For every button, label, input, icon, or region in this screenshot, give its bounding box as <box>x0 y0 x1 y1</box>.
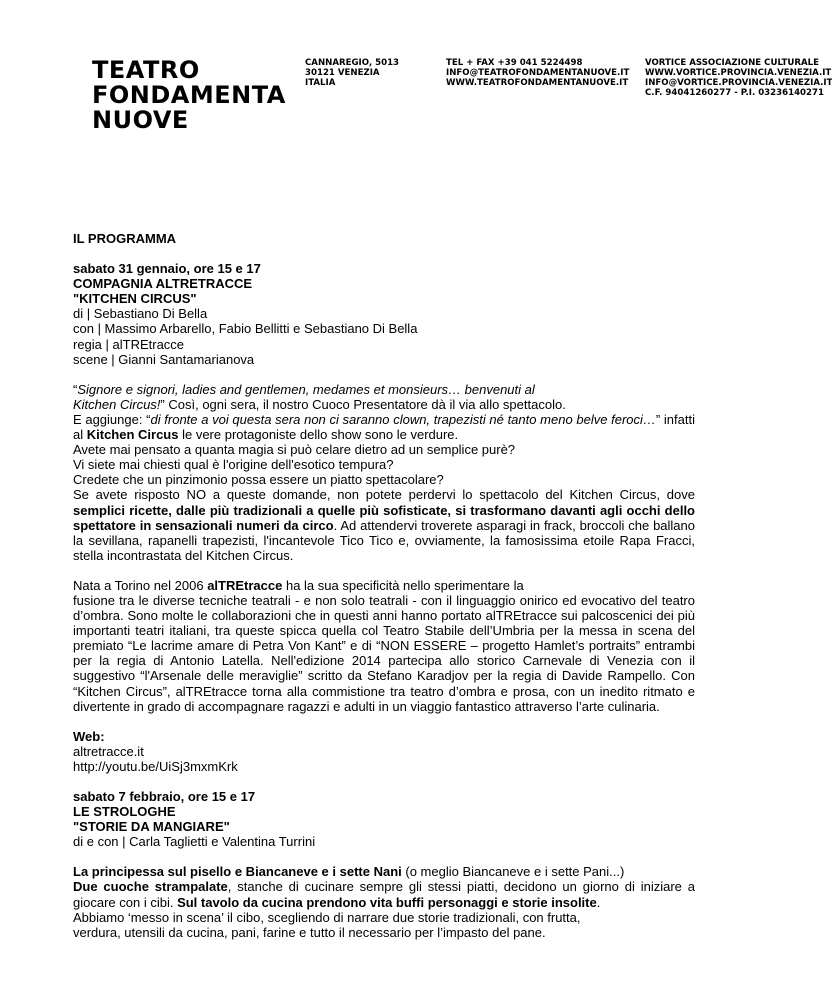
header-contacts <box>446 58 629 88</box>
event1-credit: di | Sebastiano Di Bella <box>73 306 208 322</box>
header-association <box>645 58 832 98</box>
video-link[interactable]: http://youtu.be/UiSj3mxmKrk <box>73 758 238 774</box>
logo-line: NUOVE <box>92 106 189 134</box>
header-address <box>305 58 399 88</box>
program-body <box>73 231 695 940</box>
event1-description-line: “Signore e signori, ladies and gentlemen, medames et monsieurs… benvenuti al <box>73 381 535 397</box>
event2-description-line: Due cuoche strampalate, stanche di cucinare sempre gli stessi piatti, decidono un giorno di iniziare a giocare con i cibi. Sul tavolo da cucina prendono vita buffi personaggi e storie insolite. <box>73 879 696 910</box>
event2-description-line: verdura, utensili da cucina, pani, farine e tutto il necessario per l’impasto del pane. <box>73 924 546 940</box>
web-link[interactable]: altretracce.it <box>73 743 144 759</box>
event1-description-line: Kitchen Circus!” Così, ogni sera, il nostro Cuoco Presentatore dà il via allo spettacolo. <box>73 396 566 412</box>
event1-credit: scene | Gianni Santamarianova <box>73 351 255 367</box>
event1-title: "KITCHEN CIRCUS" <box>73 291 197 307</box>
address-line: CANNAREGIO, 5013 <box>305 58 400 68</box>
tax-codes: C.F. 94041260277 - P.I. 03236140271 <box>645 88 824 98</box>
logo-line: FONDAMENTA <box>92 81 286 109</box>
association-website[interactable]: WWW.VORTICE.PROVINCIA.VENEZIA.IT <box>645 68 832 78</box>
event1-description-line: Avete mai pensato a quanta magia si può celare dietro ad un semplice purè? <box>73 442 516 458</box>
event2-description-line: Abbiamo ‘messo in scena’ il cibo, scegliendo di narrare due storie tradizionali, con frutta, <box>73 909 581 925</box>
event1-company: COMPAGNIA ALTRETRACCE <box>73 276 253 292</box>
event1-description-line: Vi siete mai chiesti qual è l'origine dell'esotico tempura? <box>73 457 394 473</box>
address-line: ITALIA <box>305 78 336 88</box>
event2-date: sabato 7 febbraio, ore 15 e 17 <box>73 789 256 804</box>
logo-line: TEATRO <box>92 56 200 84</box>
event2-description-line: La principessa sul pisello e Biancaneve e i sette Nani (o meglio Biancaneve e i sette Pani...) <box>73 864 625 880</box>
association-name: VORTICE ASSOCIAZIONE CULTURALE <box>645 58 819 68</box>
website-link[interactable]: WWW.TEATROFONDAMENTANUOVE.IT <box>446 78 629 88</box>
event1-description-line: Se avete risposto NO a queste domande, non potete perdervi lo spettacolo del Kitchen Circus, dove semplici ricette, dalle più tradizionali a quelle più sofisticate, si trasformano davanti agli occhi dello spettatore in sensazionali numeri da circo. Ad attendervi troverete asparagi in frack, broccoli che ballano la sevillana, rapanelli trapezisti, l'incantevole Tico Tico e, ovviamente, la famosissima etoile Rapa Fracci, stella incontrastata del Kitchen Circus. <box>73 487 695 563</box>
phone-fax: TEL + FAX +39 041 5224498 <box>446 58 583 68</box>
event1-credit: regia | alTREtracce <box>73 336 185 352</box>
program-title: IL PROGRAMMA <box>73 231 177 246</box>
company-bio-line: Nata a Torino nel 2006 alTREtracce ha la sua specificità nello sperimentare la <box>73 577 524 593</box>
event1-description-line: E aggiunge: “di fronte a voi questa sera non ci saranno clown, trapezisti né tanto meno belve feroci…” infatti al Kitchen Circus le vere protagoniste dello show sono le verdure. <box>73 411 695 443</box>
event2-title: "STORIE DA MANGIARE" <box>73 819 230 835</box>
email-link[interactable]: INFO@TEATROFONDAMENTANUOVE.IT <box>446 68 630 78</box>
event1-description-line: Credete che un pinzimonio possa essere un piatto spettacolare? <box>73 472 444 488</box>
event2-company: LE STROLOGHE <box>73 804 176 820</box>
web-label: Web: <box>73 728 105 744</box>
event1-credit: con | Massimo Arbarello, Fabio Bellitti e Sebastiano Di Bella <box>73 321 418 337</box>
association-email[interactable]: INFO@VORTICE.PROVINCIA.VENEZIA.IT <box>645 78 832 88</box>
theatre-logo <box>92 58 286 133</box>
event1-date: sabato 31 gennaio, ore 15 e 17 <box>73 261 261 277</box>
address-line: 30121 VENEZIA <box>305 68 380 78</box>
company-bio: fusione tra le diverse tecniche teatrali - e non solo teatrali - con il linguaggio onirico ed evocativo del teatro d’ombra. Sono molte le collaborazioni che in questi anni hanno portato alTREtracce sui palcoscenici dei più importanti teatri italiani, tra queste spicca quella col Teatro Stabile dell’Umbria per la messa in scena del premiato “Le lacrime amare di Petra Von Kant” e di “NON ESSERE – progetto Hamlet’s portraits” entrambi per la regia di Antonio Latella. Nell'edizione 2014 partecipa allo storico Carnevale di Venezia con il suggestivo “l'Arsenale delle meraviglie” scritto da Stefano Karadjov per la regia di Davide Rampello. Con “Kitchen Circus”, alTREtracce torna alla commistione tra teatro d’ombra e prosa, con un inedito ritmato e divertente in grado di accompagnare ragazzi e adulti in un viaggio fantastico attraverso l’arte culinaria. <box>73 592 695 714</box>
event2-credit: di e con | Carla Taglietti e Valentina Turrini <box>73 834 316 850</box>
